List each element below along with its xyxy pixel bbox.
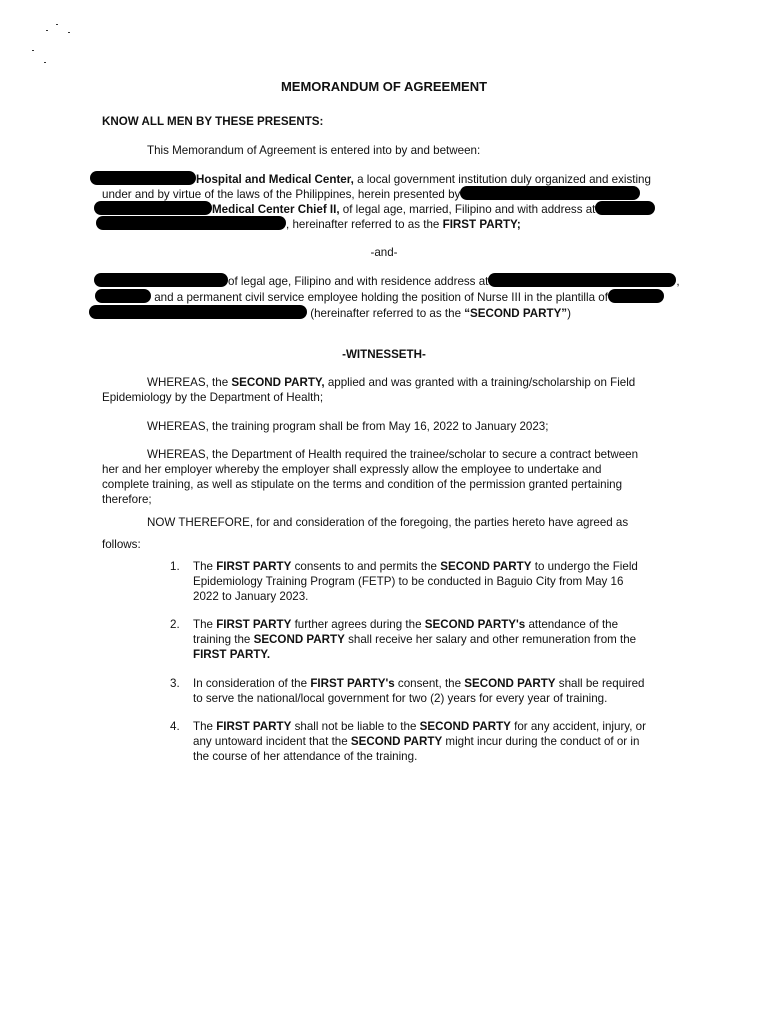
item-number: 4. xyxy=(170,720,180,733)
redaction-bar xyxy=(94,273,228,287)
intro-line: This Memorandum of Agreement is entered into by and between: xyxy=(147,144,481,157)
redaction-bar xyxy=(608,289,664,303)
redaction-bar xyxy=(96,216,286,230)
item-line: to serve the national/local government for two (2) years for every year of training. xyxy=(193,692,608,705)
scan-speck xyxy=(32,50,34,51)
item-line: The FIRST PARTY further agrees during the SECOND PARTY's attendance of the xyxy=(193,618,619,631)
first-party-line-3: Medical Center Chief II, of legal age, married, Filipino and with address at xyxy=(94,201,655,217)
whereas-1-line-2: Epidemiology by the Department of Health; xyxy=(102,391,324,404)
and-separator: -and- xyxy=(370,246,398,259)
item-number: 3. xyxy=(170,677,180,690)
first-party-line-4: , hereinafter referred to as the FIRST PARTY; xyxy=(96,216,521,232)
second-party-line-3: (hereinafter referred to as the “SECOND PARTY”) xyxy=(89,305,571,321)
item-line: the course of her attendance of the training. xyxy=(193,750,418,763)
item-line: training the SECOND PARTY shall receive her salary and other remuneration from the xyxy=(193,633,637,646)
scan-speck xyxy=(46,30,48,31)
first-party-line-2: under and by virtue of the laws of the Philippines, herein presented by xyxy=(102,186,640,202)
item-line: Epidemiology Training Program (FETP) to be conducted in Baguio City from May 16 xyxy=(193,575,624,588)
item-number: 2. xyxy=(170,618,180,631)
redaction-bar xyxy=(95,289,151,303)
whereas-1-line-1: WHEREAS, the SECOND PARTY, applied and was granted with a training/scholarship on Field xyxy=(147,376,636,389)
redaction-bar xyxy=(90,171,196,185)
item-line: In consideration of the FIRST PARTY's consent, the SECOND PARTY shall be required xyxy=(193,677,645,690)
first-party-line-1: Hospital and Medical Center, a local government institution duly organized and existing xyxy=(90,171,651,187)
item-line: The FIRST PARTY consents to and permits the SECOND PARTY to undergo the Field xyxy=(193,560,638,573)
document-title: MEMORANDUM OF AGREEMENT xyxy=(280,79,488,94)
item-number: 1. xyxy=(170,560,180,573)
redaction-bar xyxy=(94,201,212,215)
whereas-2: WHEREAS, the training program shall be from May 16, 2022 to January 2023; xyxy=(147,420,549,433)
now-therefore-line-1: NOW THEREFORE, for and consideration of the foregoing, the parties hereto have agreed as xyxy=(147,516,629,529)
redaction-bar xyxy=(488,273,676,287)
witnesseth-heading: -WITNESSETH- xyxy=(342,348,426,361)
redaction-bar xyxy=(460,186,640,200)
item-line: FIRST PARTY. xyxy=(193,648,271,661)
whereas-3-line-3: complete training, as well as stipulate on the terms and condition of the permission granted pertaining xyxy=(102,478,623,491)
now-therefore-line-2: follows: xyxy=(102,538,141,551)
whereas-3-line-2: her and her employer whereby the employer shall expressly allow the employee to undertake and xyxy=(102,463,602,476)
whereas-3-line-1: WHEREAS, the Department of Health required the trainee/scholar to secure a contract between xyxy=(147,448,639,461)
scan-speck xyxy=(56,24,58,25)
scan-speck xyxy=(44,62,46,63)
whereas-3-line-4: therefore; xyxy=(102,493,152,506)
second-party-line-2: and a permanent civil service employee holding the position of Nurse III in the plantilla of xyxy=(95,289,664,305)
scan-speck xyxy=(68,32,70,33)
redaction-bar xyxy=(595,201,655,215)
item-line: 2022 to January 2023. xyxy=(193,590,309,603)
redaction-bar xyxy=(89,305,307,319)
item-line: any untoward incident that the SECOND PARTY might incur during the conduct of or in xyxy=(193,735,640,748)
item-line: The FIRST PARTY shall not be liable to the SECOND PARTY for any accident, injury, or xyxy=(193,720,646,733)
know-all-heading: KNOW ALL MEN BY THESE PRESENTS: xyxy=(102,115,324,128)
second-party-line-1: of legal age, Filipino and with residence address at , xyxy=(94,273,680,289)
